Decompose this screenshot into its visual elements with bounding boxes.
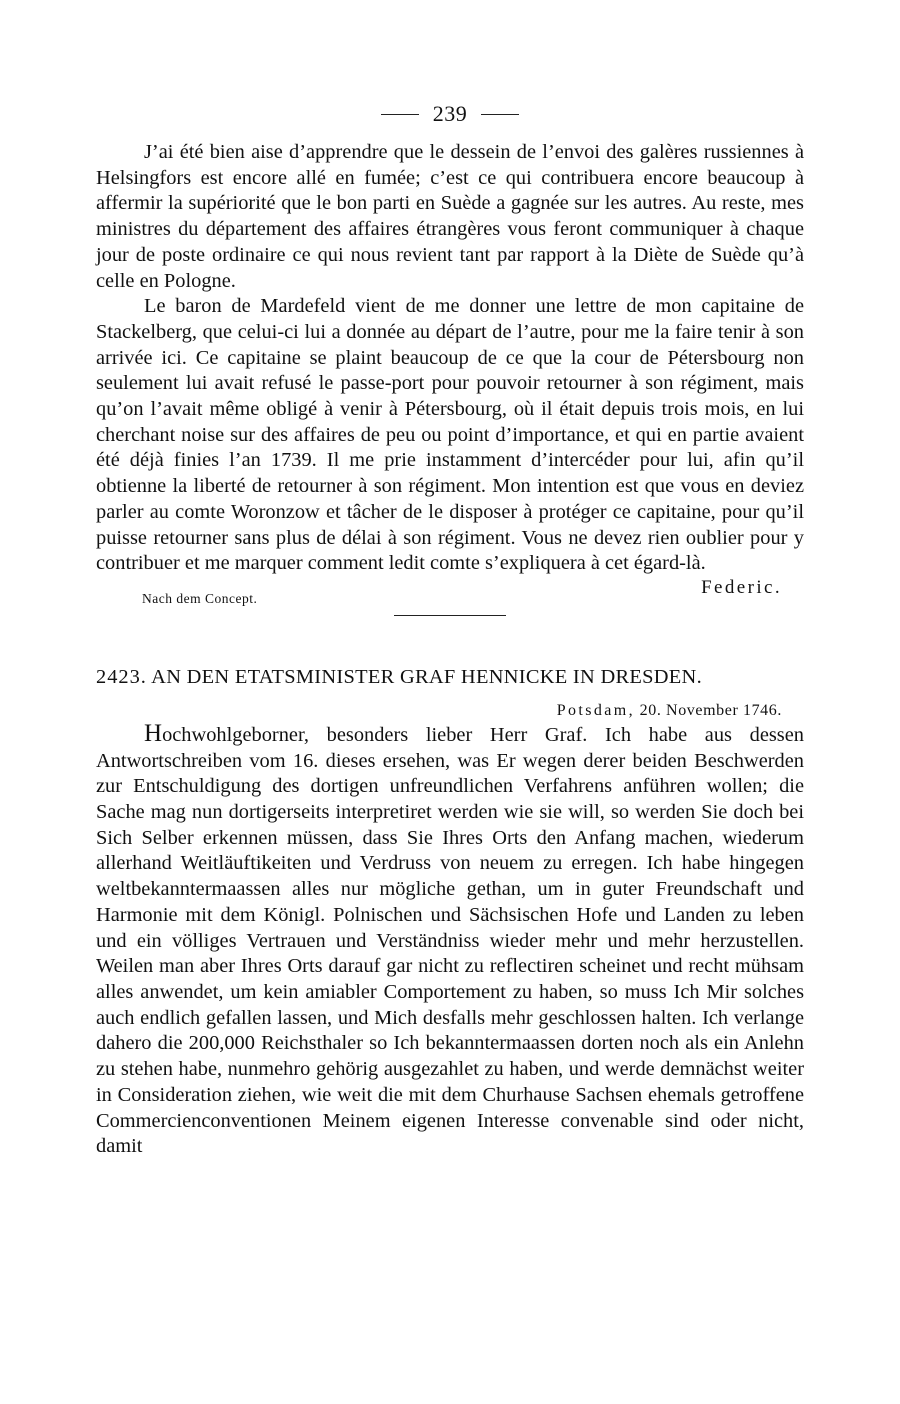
source-note: Nach dem Concept. (142, 590, 258, 606)
letter-2423-heading (96, 666, 804, 689)
letter-2422-paragraph-2: Le baron de Mardefeld vient de me donner une lettre de mon capitaine de Stackelberg, que celui-ci lui a donnée au départ de l’autre, pour me la faire tenir à son arrivée ici. Ce capitaine se plaint beaucoup de ce que la cour de Pétersbourg non seulement lui avait refusé le passe-port pour pouvoir retourner à son régiment, mais qu’on l’avait même obligé à venir à Pétersbourg, où il était depuis trois mois, en lui cherchant noise sur des affaires de peu ou point d’importance, et qui en partie avaient été déjà finies l’an 1739. Il me prie instamment d’intercéder pour lui, afin qu’il obtienne la liberté de retourner à son régiment. Mon intention est que vous en deviez parler au comte Woronzow et tâcher de le disposer à protéger ce capitaine, pour qu’il puisse retourner sans plus de délai à son régiment. Vous ne devez rien oublier pour y contribuer et me marquer comment ledit comte s’expliquera à cet égard-là. (96, 295, 804, 575)
signature: Federic. (701, 576, 782, 598)
dateline-date: 20. November 1746. (639, 701, 782, 719)
header-dash-left (381, 114, 419, 115)
dateline (96, 701, 782, 721)
signature-row (96, 577, 804, 611)
page-number: 239 (432, 101, 468, 126)
header-dash-right (481, 114, 519, 115)
letter-title: AN DEN ETATSMINISTER GRAF HENNICKE IN DRESDEN. (151, 665, 702, 688)
initial-letter: H (144, 719, 163, 747)
letter-2422-paragraph-1: J’ai été bien aise d’apprendre que le dessein de l’envoi des galères russiennes à Helsingfors est encore allé en fumée; c’est ce qui contribuera encore beaucoup à affermir la supériorité que le bon parti en Suède a gagnée sur les autres. Au reste, mes ministres du département des affaires étrangères vous feront communiquer à chaque jour de poste ordinaire ce qui nous revient tant par rapport à la Diète de Suède qu’à celle en Pologne. (96, 141, 804, 292)
page-header (96, 96, 804, 132)
document-page (96, 96, 804, 1160)
letter-2423-body (96, 721, 804, 1160)
dateline-place: Potsdam, (556, 701, 636, 719)
letter-number: 2423. (96, 665, 147, 688)
letter-2423-body-text: ochwohlgeborner, besonders lieber Herr Graf. Ich habe aus dessen Antwortschreiben vom 16. dieses ersehen, was Er wegen derer beiden Beschwerden zur Entschuldigung des dortigen unfreundlichen Verfahrens anführen wollen; die Sache mag nun dortigerseits interpretiret werden wie sie will, so werden Sie doch bei Sich Selber erkennen müssen, dass Sie Ihres Orts den Anfang machen, wiederum allerhand Weitläuftikeiten und Verdruss von neuem zu erregen. Ich habe hingegen weltbekanntermaassen alles nur mögliche gethan, um in guter Freundschaft und Harmonie mit dem Königl. Polnischen und Sächsischen Hofe und Landen zu leben und ein völliges Vertrauen und Verständniss wieder mehr und mehr herzustellen. Weilen man aber Ihres Orts darauf gar nicht zu reflectiren scheinet und recht mühsam alles anwendet, um kein amiabler Comportement zu haben, so muss Ich Mir solches auch endlich gefallen lassen, und Mich desfalls mehr geschlossen halten. Ich verlange dahero die 200,000 Reichsthaler so Ich bekanntermaassen dorten noch als ein Anlehn zu stehen habe, nunmehro gehörig ausgezahlet zu haben, und werde demnächst weiter in Consideration ziehen, wie weit die mit dem Churhause Sachsen ehemals getroffene Commercienconventionen Meinem eigenen Interesse convenable sind oder nicht, damit (96, 723, 804, 1158)
section-divider (394, 615, 506, 616)
